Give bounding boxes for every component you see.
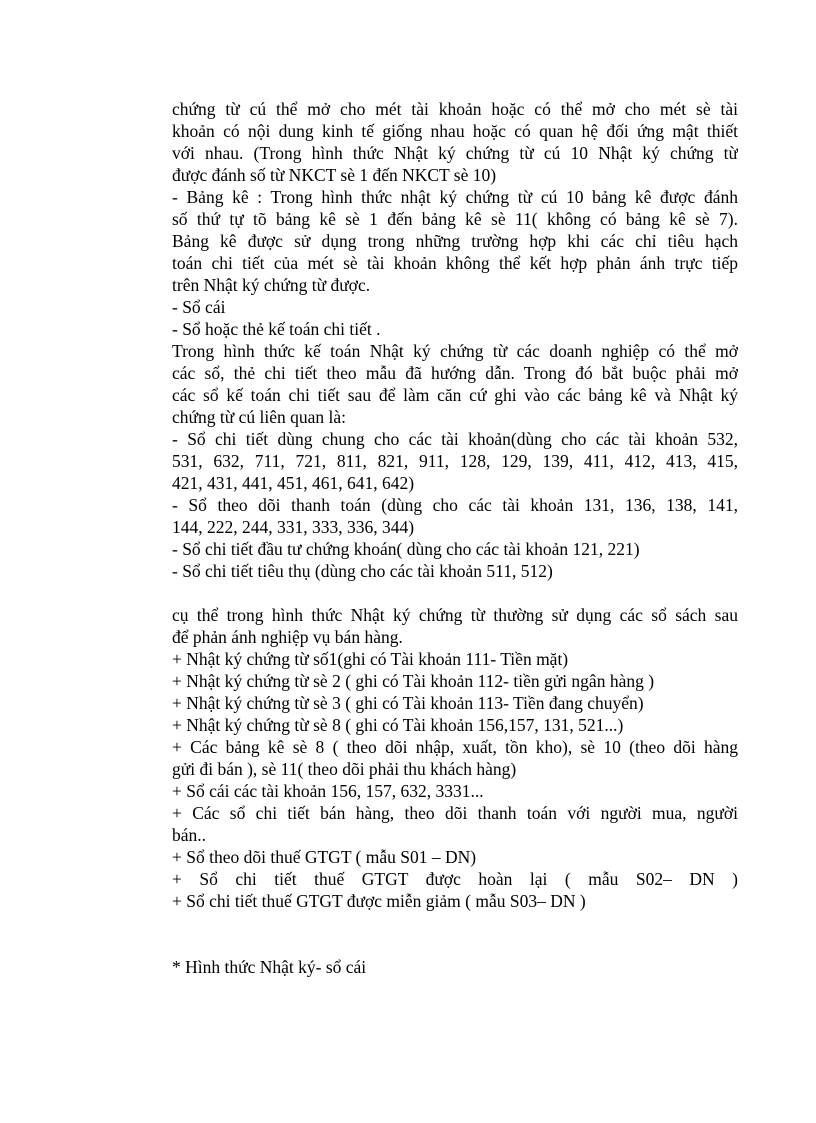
text-line: + Sổ chi tiết thuế GTGT được hoàn lại ( mẫu S02– DN )	[172, 869, 738, 889]
text-line: Trong hình thức kế toán Nhật ký chứng từ các doanh nghiệp có thể mở	[172, 341, 738, 361]
text-line: bán..	[172, 825, 207, 845]
text-line: - Sổ chi tiết đầu tư chứng khoán( dùng cho các tài khoản 121, 221)	[172, 539, 640, 559]
text-line: số thứ tự tõ bảng kê sè 1 đến bảng kê sè 11( không có bảng kê sè 7).	[172, 209, 738, 229]
text-line: chứng từ cú thể mở cho mét tài khoản hoặc có thể mở cho mét sè tài	[172, 99, 738, 119]
text-line: 531, 632, 711, 721, 811, 821, 911, 128, 129, 139, 411, 412, 413, 415,	[172, 451, 738, 471]
text-line: - Sổ chi tiết dùng chung cho các tài khoản(dùng cho các tài khoản 532,	[172, 429, 738, 449]
text-line: + Nhật ký chứng từ sè 2 ( ghi có Tài khoản 112- tiền gửi ngân hàng )	[172, 671, 655, 691]
text-line: để phản ánh nghiệp vụ bán hàng.	[172, 627, 403, 647]
text-line: gửi đi bán ), sè 11( theo dõi phải thu khách hàng)	[172, 759, 517, 779]
text-line: 144, 222, 244, 331, 333, 336, 344)	[172, 517, 415, 537]
text-line: + Sổ theo dõi thuế GTGT ( mẫu S01 – DN)	[172, 847, 477, 867]
text-line: các sổ, thẻ chi tiết theo mẫu đã hướng dẫn. Trong đó bắt buộc phải mở	[172, 363, 738, 383]
text-line: + Các sổ chi tiết bán hàng, theo dõi thanh toán với người mua, người	[172, 803, 738, 823]
text-line: Bảng kê được sử dụng trong những trường hợp khi các chỉ tiêu hạch	[172, 231, 738, 251]
text-line: - Sổ theo dõi thanh toán (dùng cho các tài khoản 131, 136, 138, 141,	[172, 495, 738, 515]
paragraph-gap	[172, 582, 738, 604]
text-line: 421, 431, 441, 451, 461, 641, 642)	[172, 473, 415, 493]
text-line: - Bảng kê : Trong hình thức nhật ký chứng từ cú 10 bảng kê được đánh	[172, 187, 738, 207]
text-line: trên Nhật ký chứng từ được.	[172, 275, 371, 295]
text-line: + Nhật ký chứng từ sè 8 ( ghi có Tài khoản 156,157, 131, 521...)	[172, 715, 624, 735]
text-line: chứng từ cú liên quan là:	[172, 407, 346, 427]
text-line: toán chi tiết của mét sè tài khoản không thể kết hợp phản ánh trực tiếp	[172, 253, 738, 273]
text-line: - Sổ cái	[172, 297, 226, 317]
text-line: + Sổ cái các tài khoản 156, 157, 632, 3331...	[172, 781, 484, 801]
text-line: khoản có nội dung kinh tế giống nhau hoặc có quan hệ đối ứng mật thiết	[172, 121, 738, 141]
text-line: với nhau. (Trong hình thức Nhật ký chứng từ cú 10 Nhật ký chứng từ	[172, 143, 738, 163]
text-line: được đánh số từ NKCT sè 1 đến NKCT sè 10)	[172, 165, 497, 185]
text-line: - Sổ chi tiết tiêu thụ (dùng cho các tài khoản 511, 512)	[172, 561, 553, 581]
text-line: các sổ kế toán chi tiết sau để làm căn cứ ghi vào các bảng kê và Nhật ký	[172, 385, 738, 405]
text-line: + Sổ chi tiết thuế GTGT được miễn giảm ( mẫu S03– DN )	[172, 891, 586, 911]
text-line: + Nhật ký chứng từ sè 3 ( ghi có Tài khoản 113- Tiền đang chuyển)	[172, 693, 644, 713]
text-line: + Nhật ký chứng từ số1(ghi có Tài khoản 111- Tiền mặt)	[172, 649, 569, 669]
text-line: - Sổ hoặc thẻ kế toán chi tiết .	[172, 319, 381, 339]
section-heading: * Hình thức Nhật ký- sổ cái	[172, 957, 367, 977]
text-line: cụ thể trong hình thức Nhật ký chứng từ thường sử dụng các sổ sách sau	[172, 605, 738, 625]
document-page	[172, 98, 738, 978]
paragraph-gap	[172, 912, 738, 956]
text-line: + Các bảng kê sè 8 ( theo dõi nhập, xuất, tồn kho), sè 10 (theo dõi hàng	[172, 737, 738, 757]
